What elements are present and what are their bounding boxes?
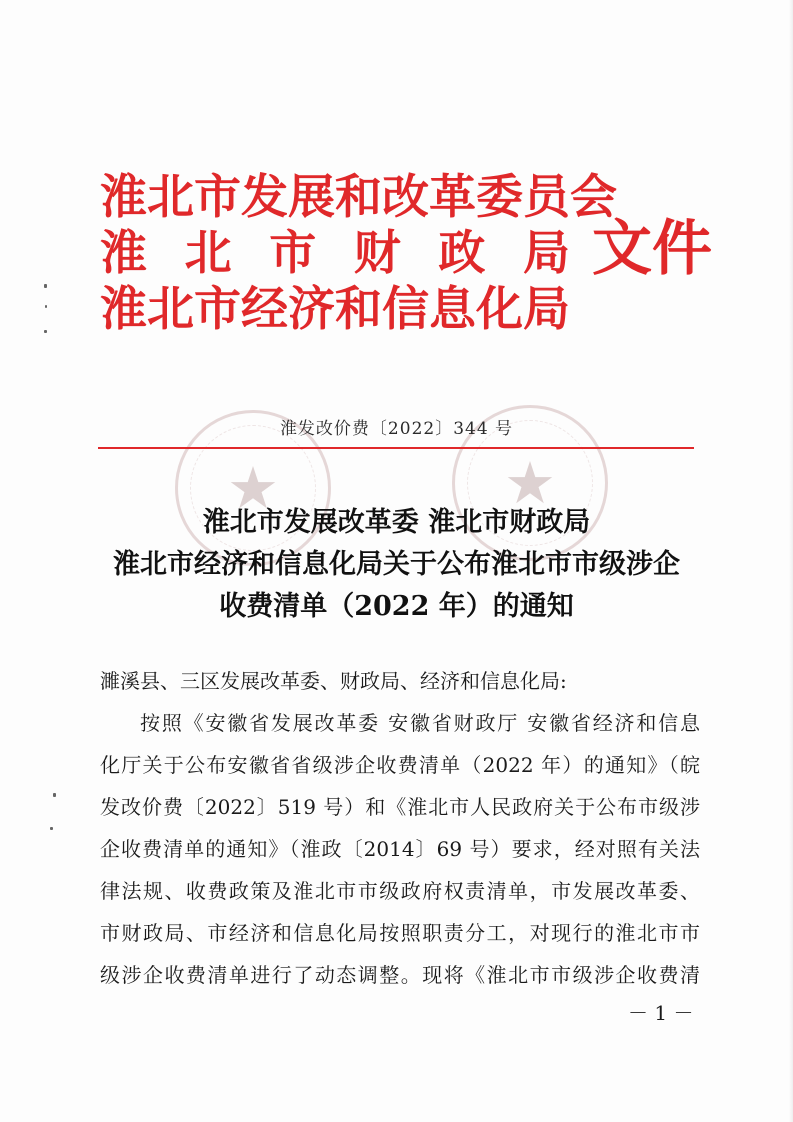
issuer-character: 和 <box>335 282 382 337</box>
issuer-character: 财 <box>353 226 401 281</box>
document-type-label: 文件 <box>592 214 712 284</box>
issuing-agencies <box>100 170 617 338</box>
body-line: 化厅关于公布安徽省省级涉企收费清单（2022 年）的通知》（皖 <box>100 753 700 777</box>
issuer-line <box>100 170 617 226</box>
scan-speck <box>45 305 47 308</box>
body-line: 市财政局、市经济和信息化局按照职责分工，对现行的淮北市市 <box>100 921 700 945</box>
issuer-character: 委 <box>476 170 523 225</box>
issuer-character: 改 <box>382 170 429 225</box>
document-number: 淮发改价费〔2022〕344 号 <box>279 419 514 439</box>
issuer-character: 化 <box>476 282 523 337</box>
body-line: 发改价费〔2022〕519 号）和《淮北市人民政府关于公布市级涉 <box>100 795 700 819</box>
document-body <box>100 660 700 996</box>
issuer-character: 淮 <box>100 226 147 281</box>
issuer-character: 和 <box>335 170 382 225</box>
issuer-character: 展 <box>288 170 335 225</box>
issuer-character: 政 <box>438 226 486 281</box>
body-line: 企收费清单的通知》（淮政〔2014〕69 号）要求，经对照有关法 <box>100 837 700 861</box>
issuer-character: 淮 <box>100 282 147 337</box>
salutation: 濉溪县、三区发展改革委、财政局、经济和信息化局: <box>100 669 567 693</box>
title-line: 收费清单（2022 年）的通知 <box>219 591 574 622</box>
issuer-character: 局 <box>522 226 570 281</box>
seal-star-icon: ★ <box>227 454 279 522</box>
document-title <box>0 502 793 628</box>
issuer-character: 淮 <box>100 170 147 225</box>
issuer-character: 员 <box>523 170 570 225</box>
issuer-character: 市 <box>194 170 241 225</box>
issuer-character: 北 <box>147 170 194 225</box>
issuer-character: 发 <box>241 170 288 225</box>
title-line: 淮北市发展改革委 淮北市财政局 <box>202 507 591 538</box>
issuer-character: 局 <box>523 282 570 337</box>
seal-star-icon: ★ <box>504 449 556 517</box>
body-line: 级涉企收费清单进行了动态调整。现将《淮北市市级涉企收费清 <box>100 963 700 987</box>
issuer-character: 市 <box>269 226 317 281</box>
issuer-character: 革 <box>429 170 476 225</box>
scan-speck <box>53 793 56 797</box>
issuer-character: 济 <box>288 282 335 337</box>
title-line: 淮北市经济和信息化局关于公布淮北市市级涉企 <box>113 549 680 580</box>
issuer-character: 息 <box>429 282 476 337</box>
issuer-character: 信 <box>382 282 429 337</box>
issuer-character: 北 <box>147 282 194 337</box>
body-line: 律法规、收费政策及淮北市市级政府权责清单，市发展改革委、 <box>100 879 700 903</box>
red-masthead <box>100 170 712 340</box>
page-number: － 1 － <box>628 1001 694 1025</box>
issuer-character: 经 <box>241 282 288 337</box>
issuer-character: 市 <box>194 282 241 337</box>
red-separator-line <box>98 447 694 449</box>
issuer-character: 北 <box>184 226 232 281</box>
scan-speck <box>44 284 47 288</box>
scan-speck <box>50 827 53 830</box>
body-line: 按照《安徽省发展改革委 安徽省财政厅 安徽省经济和信息 <box>140 711 700 735</box>
scan-speck <box>44 330 47 333</box>
issuer-character: 会 <box>570 170 617 225</box>
issuer-line <box>100 282 570 338</box>
issuer-line <box>100 226 570 282</box>
